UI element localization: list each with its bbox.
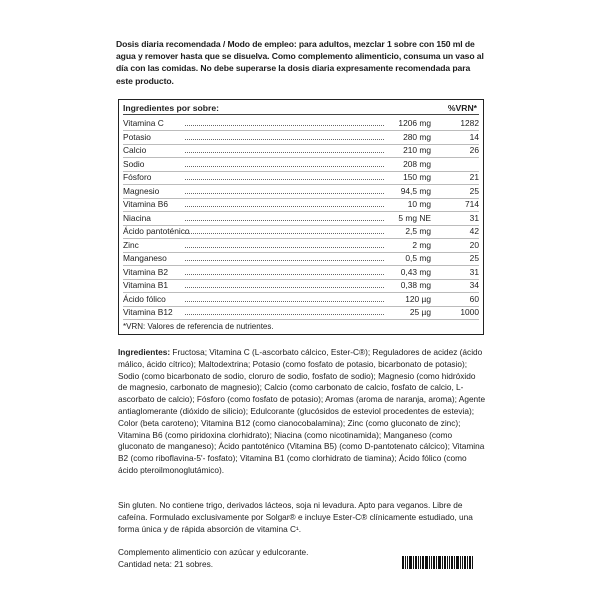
barcode-bar <box>402 556 404 569</box>
barcode-bar <box>409 556 412 569</box>
leader-dots <box>185 206 384 207</box>
nutrient-name: Ácido pantoténico <box>123 226 190 236</box>
leader-dots <box>185 301 384 302</box>
table-heading: Ingredientes por sobre: <box>123 103 219 113</box>
nutrient-amount: 94,5 mg <box>400 185 431 196</box>
nutrient-vrn: 1000 <box>460 307 479 317</box>
barcode-bar <box>436 556 437 569</box>
barcode-bar <box>407 556 408 569</box>
barcode-bar <box>469 556 471 569</box>
barcode-bar <box>415 556 417 569</box>
nutrient-amount: 5 mg NE <box>398 212 431 223</box>
nutrient-vrn: 1282 <box>460 118 479 128</box>
barcode-bar <box>429 556 430 569</box>
barcode-bar <box>449 556 450 569</box>
nutrient-amount: 0,38 mg <box>400 280 431 290</box>
nutrient-amount: 280 mg <box>403 131 431 142</box>
barcode-image <box>402 556 486 569</box>
nutrient-amount: 0,5 mg <box>405 253 431 263</box>
nutrient-amount: 2 mg <box>412 239 431 250</box>
nutrient-vrn: 42 <box>469 226 479 236</box>
nutrient-amount: 120 µg <box>405 293 431 304</box>
ingredients-text: Fructosa; Vitamina C (L-ascorbato cálcico, Ester-C®); Reguladores de acidez (ácido málico, ácido cítrico); Maltodextrina; Potasio (como fosfato de potasio, bicarbonato de potasio); Sodio (como bicarbonato de sodio, cloruro de sodio, fosfato de sodio); Magnesio (como hidróxido de magnesio, carbonato de magnesio); Calcio (como carbonato de calcio, fosfato de calcio, L-ascorbato de calcio); Fósforo (como fosfato de potasio); Aromas (aroma de naranja, aroma); Agente antiaglomerante (dióxido de silicio); Edulcorante (glucósidos de esteviol procedentes de estevia); Color (beta caroteno); Vitamina B12 (como cianocobalamina); Zinc (como gluconato de zinc); Vitamina B6 (como piridoxina clorhidrato); Niacina (como nicotinamida); Manganeso (como gluconato de manganeso); Ácido pantoténico (Vitamina B5) (como D-pantotenato cálcico); Vitamina B2 (como riboflavina-5'- fosfato); Vitamina B1 (como clorhidrato de tiamina); Ácido fólico (como ácido pteroilmonoglutámico). <box>118 347 486 475</box>
nutrient-vrn: 21 <box>469 172 479 182</box>
nutrient-amount: 25 µg <box>409 307 431 317</box>
nutrient-vrn: 34 <box>469 280 479 290</box>
nutrient-name: Vitamina B12 <box>123 307 173 317</box>
leader-dots <box>185 247 384 248</box>
nutrient-name: Magnesio <box>123 185 160 196</box>
nutrient-vrn: 14 <box>469 131 479 142</box>
barcode-bar <box>472 556 473 569</box>
nutrient-name: Niacina <box>123 212 151 223</box>
nutrient-vrn: 20 <box>469 239 479 250</box>
nutrient-vrn: 25 <box>469 185 479 196</box>
nutrient-name: Vitamina B2 <box>123 266 169 277</box>
nutrient-amount: 1206 mg <box>398 118 431 128</box>
barcode-bar <box>454 556 455 569</box>
nutrient-name: Ácido fólico <box>123 293 166 304</box>
barcode-bar <box>431 556 432 569</box>
table-header-rule <box>123 114 479 115</box>
barcode-bar <box>425 556 428 569</box>
ingredients-label: Ingredientes: <box>118 347 171 357</box>
barcode-bar <box>462 556 463 569</box>
nutrient-amount: 210 mg <box>403 145 431 155</box>
leader-dots <box>185 287 384 288</box>
nutrient-vrn: 26 <box>469 145 479 155</box>
barcode-bar <box>444 556 446 569</box>
dosage-section <box>116 38 486 87</box>
nutrient-vrn: 31 <box>469 212 479 223</box>
nutrient-name: Vitamina C <box>123 118 164 128</box>
leader-dots <box>185 139 384 140</box>
barcode-bar <box>460 556 461 569</box>
footer-line-1: Complemento alimenticio con azúcar y edulcorante. <box>118 547 309 557</box>
table-footnote: *VRN: Valores de referencia de nutrientes. <box>123 322 274 331</box>
barcode-bar <box>413 556 414 569</box>
leader-dots <box>185 274 384 275</box>
nutrient-amount: 0,43 mg <box>400 266 431 277</box>
nutrient-name: Manganeso <box>123 253 167 263</box>
nutrient-name: Sodio <box>123 158 145 169</box>
gluten-paragraph: Sin gluten. No contiene trigo, derivados lácteos, soja ni levadura. Apto para veganos. Libre de cafeína. Formulado exclusivamente por Solgar® e incluye Ester-C® clínicamente estudiado, una forma única y de rápida absorción de vitamina C¹. <box>118 500 473 534</box>
nutrition-table <box>118 99 484 335</box>
nutrient-name: Fósforo <box>123 172 152 182</box>
leader-dots <box>185 233 384 234</box>
barcode-bar <box>467 556 468 569</box>
ingredients-paragraph <box>118 347 486 477</box>
row-divider <box>123 319 479 320</box>
leader-dots <box>185 125 384 126</box>
nutrient-vrn: 31 <box>469 266 479 277</box>
nutrient-amount: 10 mg <box>407 199 431 209</box>
nutrient-vrn: 714 <box>465 199 479 209</box>
nutrient-amount: 2,5 mg <box>405 226 431 236</box>
leader-dots <box>185 152 384 153</box>
nutrient-vrn: 60 <box>469 293 479 304</box>
barcode-bar <box>442 556 443 569</box>
barcode-bar <box>464 556 466 569</box>
nutrient-name: Zinc <box>123 239 139 250</box>
barcode-bar <box>456 556 459 569</box>
nutrient-name: Vitamina B1 <box>123 280 169 290</box>
leader-dots <box>185 193 384 194</box>
nutrient-name: Potasio <box>123 131 151 142</box>
leader-dots <box>185 314 384 315</box>
barcode-bar <box>422 556 424 569</box>
leader-dots <box>185 260 384 261</box>
barcode-bar <box>438 556 441 569</box>
leader-dots <box>185 166 384 167</box>
nutrient-amount: 208 mg <box>403 158 431 169</box>
leader-dots <box>185 220 384 221</box>
nutrient-name: Vitamina B6 <box>123 199 169 209</box>
nutrient-amount: 150 mg <box>403 172 431 182</box>
vrn-heading: %VRN* <box>447 103 477 113</box>
barcode-bar <box>418 556 419 569</box>
footer-line-2: Cantidad neta: 21 sobres. <box>118 558 214 569</box>
nutrient-vrn: 25 <box>469 253 479 263</box>
leader-dots <box>185 179 384 180</box>
barcode-bar <box>433 556 435 569</box>
barcode-bar <box>451 556 453 569</box>
dosage-text: Dosis diaria recomendada / Modo de empleo: para adultos, mezclar 1 sobre con 150 ml de agua y remover hasta que se disuelva. Como complemento alimenticio, consuma un vaso al día con las comidas. No debe superarse la dosis diaria expresamente recomendada para este producto. <box>116 39 484 86</box>
barcode-bar <box>405 556 406 569</box>
nutrient-name: Calcio <box>123 145 147 155</box>
barcode-bar <box>420 556 421 569</box>
barcode-bar <box>447 556 448 569</box>
